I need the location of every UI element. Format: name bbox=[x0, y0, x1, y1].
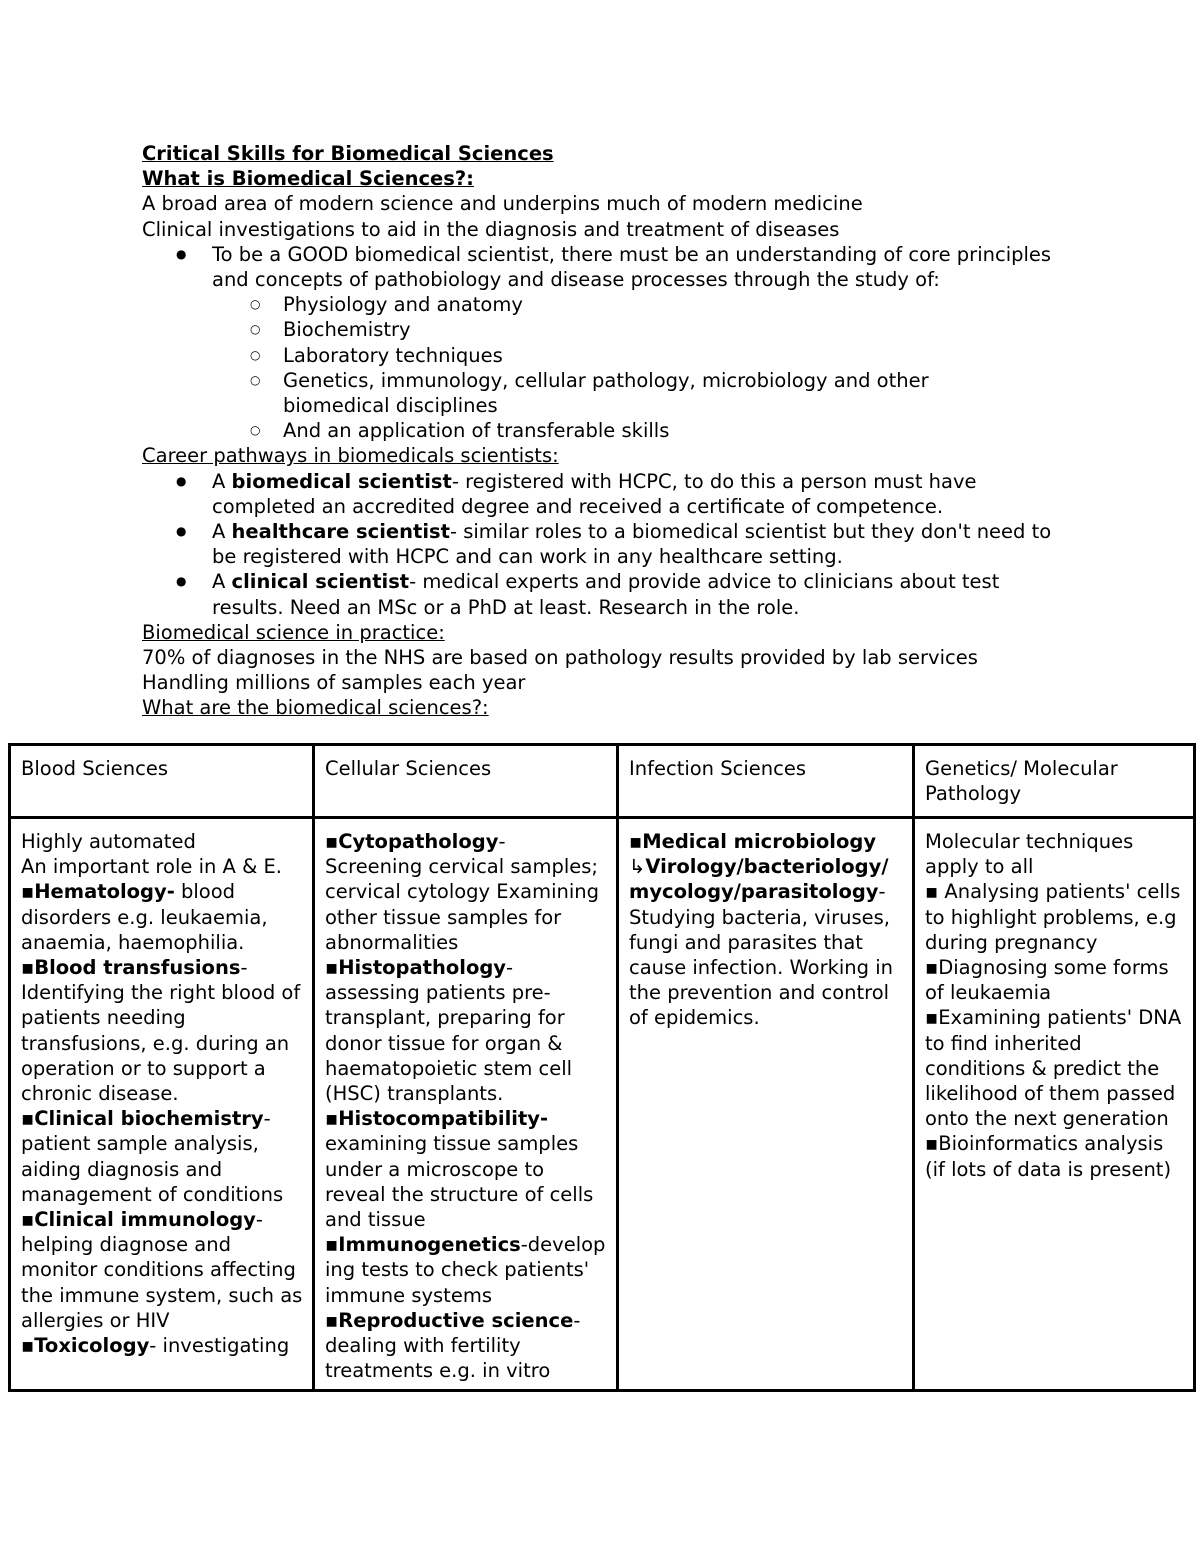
entry-text: - patient sample analysis, aiding diagnosis and management of conditions bbox=[21, 1107, 284, 1206]
entry-term: Reproductive science bbox=[338, 1308, 574, 1332]
career-prefix: A bbox=[212, 469, 232, 493]
cell-entry: ▪ Analysing patients' cells to highlight problems, e.g during pregnancy bbox=[925, 880, 1181, 954]
cell-blood-sciences bbox=[10, 818, 314, 1391]
paragraph-line: A broad area of modern science and underpins much of modern medicine bbox=[142, 192, 863, 216]
entry-term: Cytopathology bbox=[338, 830, 499, 853]
cell-entry bbox=[21, 1207, 304, 1333]
entry-term: Clinical immunology bbox=[34, 1208, 256, 1232]
bullet-marker: ▪ bbox=[325, 1107, 339, 1131]
career-term: healthcare scientist bbox=[231, 519, 450, 543]
career-term: biomedical scientist bbox=[231, 469, 452, 493]
bullet-marker: ▪ bbox=[21, 1208, 35, 1232]
bullet-marker: ▪ bbox=[629, 830, 643, 853]
cell-text: An important role in A & E. bbox=[21, 855, 283, 879]
cell-entry bbox=[629, 829, 904, 854]
entry-text: -develop ing tests to check patients' immune systems bbox=[325, 1233, 606, 1307]
cell-entry bbox=[629, 854, 904, 1030]
entry-text: - dealing with fertility treatments e.g. in vitro bbox=[325, 1308, 581, 1383]
career-text: - similar roles to a biomedical scientist but they don't need to be registered with HCPC and can work in any healthcare setting. bbox=[212, 519, 1052, 569]
cell-entry: ▪Bioinformatics analysis (if lots of data is present) bbox=[925, 1132, 1172, 1181]
entry-term: Histocompatibility- bbox=[338, 1107, 549, 1131]
bullet-marker: ▪ bbox=[325, 1308, 339, 1332]
entry-term: Hematology- bbox=[34, 880, 175, 904]
document-body bbox=[142, 141, 1142, 721]
career-term: clinical scientist bbox=[231, 570, 410, 594]
career-item bbox=[142, 569, 1062, 619]
bullet-marker: ▪ bbox=[325, 956, 339, 980]
cell-entry bbox=[325, 829, 608, 955]
entry-text: - Studying bacteria, viruses, fungi and parasites that cause infection. Working in the prevention and control of epidemics. bbox=[629, 880, 894, 1030]
sciences-table bbox=[8, 743, 1196, 1392]
entry-text: - investigating bbox=[149, 1334, 290, 1358]
section-heading-career: Career pathways in biomedicals scientists: bbox=[142, 444, 559, 468]
arrow-icon: ↳ bbox=[629, 855, 646, 879]
cell-entry: ▪Diagnosing some forms of leukaemia bbox=[925, 956, 1169, 1005]
sub-bullet-item: ○ And an application of transferable skills bbox=[142, 418, 983, 443]
cell-entry bbox=[325, 1106, 608, 1232]
entry-text: - Identifying the right blood of patients needing transfusions, e.g. during an operation or to support a chronic disease. bbox=[21, 956, 301, 1106]
entry-term: Medical microbiology bbox=[642, 830, 877, 853]
bullet-list bbox=[142, 242, 1142, 292]
career-text: - registered with HCPC, to do this a person must have completed an accredited degree and received a certificate of competence. bbox=[212, 469, 977, 518]
cell-entry bbox=[325, 1308, 608, 1384]
sub-bullet-item: ○ Physiology and anatomy bbox=[142, 292, 983, 317]
bullet-item: ● To be a GOOD biomedical scientist, there must be an understanding of core principles and concepts of pathobiology and disease processes through the study of: bbox=[142, 242, 1062, 292]
bullet-marker: ▪ bbox=[21, 956, 35, 980]
sub-bullet-item: ○ Biochemistry bbox=[142, 317, 983, 342]
entry-term: Blood transfusions bbox=[34, 956, 241, 980]
sub-bullet-item: ○ Laboratory techniques bbox=[142, 343, 983, 368]
career-item bbox=[142, 469, 1062, 519]
career-item bbox=[142, 519, 1062, 569]
cell-entry bbox=[21, 955, 304, 1106]
cell-text: Molecular techniques apply to all bbox=[925, 830, 1134, 879]
bullet-marker: ▪ bbox=[325, 1233, 339, 1257]
entry-text: - Screening cervical samples; cervical cytology Examining other tissue samples for abnormalities bbox=[325, 830, 600, 954]
entry-term: Histopathology bbox=[338, 956, 507, 980]
cell-entry bbox=[21, 1333, 304, 1358]
paragraph-line: Handling millions of samples each year bbox=[142, 671, 526, 695]
career-list bbox=[142, 469, 1142, 620]
section-heading-what-is: What is Biomedical Sciences?: bbox=[142, 167, 474, 191]
entry-term: Immunogenetics bbox=[338, 1233, 521, 1257]
header-cell-infection: Infection Sciences bbox=[618, 745, 914, 818]
career-text: - medical experts and provide advice to clinicians about test results. Need an MSc or a PhD at least. Research in the role. bbox=[212, 570, 1000, 619]
career-prefix: A bbox=[212, 519, 232, 543]
sub-bullet-list bbox=[142, 292, 1142, 443]
bullet-marker: ▪ bbox=[21, 1107, 35, 1131]
entry-text: blood disorders e.g. leukaemia, anaemia, haemophilia. bbox=[21, 880, 268, 954]
header-cell-blood: Blood Sciences bbox=[10, 745, 314, 818]
entry-text: -helping diagnose and monitor conditions affecting the immune system, such as allergies or HIV bbox=[21, 1208, 303, 1332]
career-prefix: A bbox=[212, 570, 232, 594]
table-row bbox=[10, 818, 1195, 1391]
sub-bullet-item: ○ Genetics, immunology, cellular pathology, microbiology and other biomedical disciplines bbox=[142, 368, 983, 418]
entry-term: Toxicology bbox=[34, 1334, 150, 1358]
paragraph-line: Clinical investigations to aid in the diagnosis and treatment of diseases bbox=[142, 217, 840, 241]
section-heading-what-are: What are the biomedical sciences?: bbox=[142, 696, 489, 720]
cell-cellular-sciences bbox=[314, 818, 618, 1391]
bullet-marker: ▪ bbox=[325, 830, 339, 853]
document-title: Critical Skills for Biomedical Sciences bbox=[142, 142, 554, 165]
paragraph-line: 70% of diagnoses in the NHS are based on pathology results provided by lab services bbox=[142, 645, 978, 669]
bullet-marker: ▪ bbox=[21, 1334, 35, 1358]
entry-term: Virology/bacteriology/mycology/parasitology bbox=[629, 855, 889, 904]
cell-text: Highly automated bbox=[21, 830, 196, 853]
table-header-row bbox=[10, 745, 1195, 818]
header-cell-cellular: Cellular Sciences bbox=[314, 745, 618, 818]
cell-genetics-pathology bbox=[914, 818, 1195, 1391]
cell-entry bbox=[21, 1106, 304, 1207]
cell-entry: ▪Examining patients' DNA to find inherited conditions & predict the likelihood of them passed onto the next generation bbox=[925, 1006, 1182, 1131]
bullet-marker: ▪ bbox=[21, 880, 35, 904]
cell-entry bbox=[325, 955, 608, 1106]
entry-text: examining tissue samples under a microscope to reveal the structure of cells and tissue bbox=[325, 1132, 594, 1232]
section-heading-practice: Biomedical science in practice: bbox=[142, 620, 445, 644]
cell-entry bbox=[325, 1232, 608, 1308]
entry-text: - assessing patients pre-transplant, preparing for donor tissue for organ & haematopoietic stem cell (HSC) transplants. bbox=[325, 956, 573, 1106]
header-cell-genetics: Genetics/ Molecular Pathology bbox=[914, 745, 1195, 818]
cell-infection-sciences bbox=[618, 818, 914, 1391]
cell-entry bbox=[21, 879, 304, 955]
entry-term: Clinical biochemistry bbox=[34, 1107, 264, 1131]
